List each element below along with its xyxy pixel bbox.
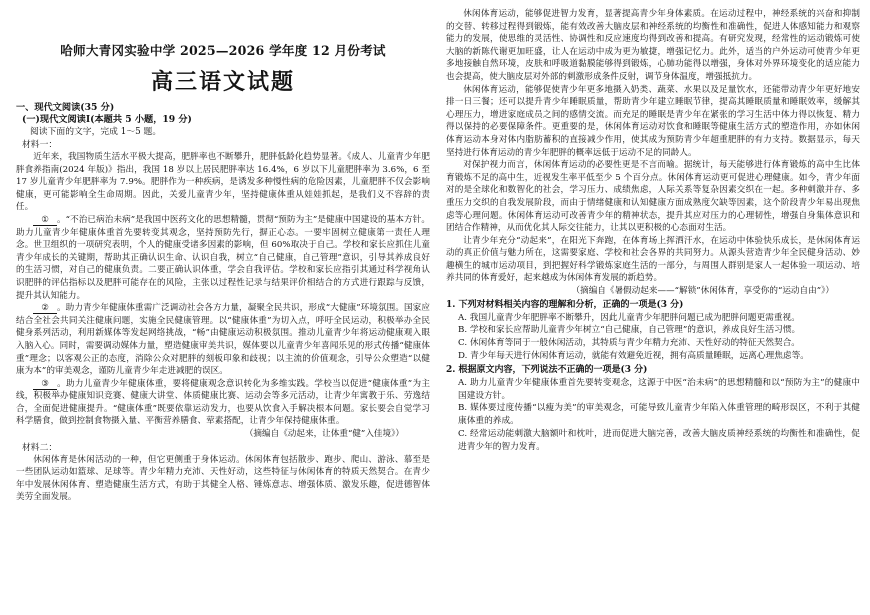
question-1-option-a: A. 我国儿童青少年肥胖率不断攀升，因此儿童青少年肥胖问题已成为肥胖问题更需重视。 — [458, 312, 800, 323]
paper-title: 高三语文试题 — [150, 69, 295, 95]
question-2-option-b: B. 媒体要过度传播“以瘦为美”的审美观念，可能导致儿童青少年陷入体重管理的畸形误区，不利于其健康体重的养成。 — [458, 403, 860, 427]
question-2-option-c: C. 经常运动能刺激大脑额叶和枕叶，进而促进大脑完善，改善大脑皮质神经系统的均衡性和准确性，促进青少年的智力发育。 — [458, 429, 860, 452]
section-heading: 一、现代文阅读(35 分) — [16, 102, 115, 113]
exam-title: 哈师大青冈实验中学 2025—2026 学年度 12 月份考试 — [60, 43, 386, 58]
material-one-paragraph-1: 近年来，我国物质生活水平极大提高，肥胖率也不断攀升，肥胖低龄化趋势显著。《成人、儿童青少年肥胖食养指南(2024 年版)》指出，我国 18 岁以上居民肥胖率达 16.4%，6 岁以下儿童肥胖率为 3.6%，6 至 17 岁儿童青少年肥胖率为 7.9%。肥胖作为一种疾病，是诱发多种慢性病的危险因素，儿童肥胖不仅会影响健康，更可能影响全生命周期。因此，关爱儿童青少年，坚持健康体重从娃娃抓起，是我们义不容辞的责任。 — [16, 152, 430, 213]
material-one-paragraph-3: ② 。助力青少年健康体重需广泛调动社会各方力量，凝聚全民共识，形成“大健康”环境氛围。国家应结合全社会共同关注健康问题，实施全民健康管理。以“健康体重”为切入点，呼吁全民运动，积极举办全民健身系列活动，利用新媒体等发起网络挑战，“畅”由健康运动积极氛围。推动儿童青少年将运动健康观入眼入脑入心。同时，需要调动媒体力量，塑造健康审美共识，媒体要以儿童青少年喜闻乐见的形式传播“健康体重”理念；以客观公正的态度，消除公众对肥胖的刻板印象和歧视；以主流的价值观念，引导公众塑造“以健康为本”的审美观念，谨防儿童青少年走进减肥的误区。 — [16, 303, 430, 377]
left-column — [16, 0, 430, 615]
material-two-paragraph-5: 让青少年充分“动起来”，在阳光下奔跑，在体育场上挥洒汗水，在运动中体验快乐成长，是休闲体育运动的真正价值与魅力所在，这需要家庭、学校和社会各界的共同努力。从源头营造青少年全民健身活动、妙趣横生的城市运动项目，到把握好科学锻炼家庭生活的一部分，与周围人群别是家人一起体验一项运动、培养共同的体育爱好，起来越成为休闲体育发展的新趋势。 — [446, 235, 860, 284]
material-one-label: 材料一： — [22, 140, 58, 150]
material-one-paragraph-2: ① 。“不治已病治未病”是我国中医药文化的思想精髓，贯彻“预防为主”是健康中国建设的基本方针。助力儿童青少年健康体重首先要转变其观念，坚持预防先行，摒正心态。一要牢固树立健康第一责任人理念。世卫组织的一项研究表明，个人的健康受诸多因素的影响，但 60%取决于自己。学校和家长应抓住儿童青少年成长的关键期，帮助其正确认识生命、认识自我，树立“自己健康，自己管理”意识，引导其养成良好的生活习惯，对自己的健康负责。二要正确认识体重，学会自我评估。学校和家长应指引其通过科学视角认识肥胖的评估指标以及肥胖可能存在的风险，主张以过程性记录与结果评价相结合的方式进行跟踪与反馈，提升其认知能力。 — [16, 214, 430, 301]
question-1: 1. 下列对材料相关内容的理解和分析，正确的一项是(3 分) — [446, 299, 684, 310]
question-2-option-a: A. 助力儿童青少年健康体重首先要转变观念，这源于中医“治未病”的思想精髓和以“预防为主”的健康中国建设方针。 — [458, 377, 860, 401]
material-two-paragraph-3: 休闲体育运动，能够促使青少年更多地摄入奶类、蔬菜、水果以及足量饮水，还能带动青少年更好地安排一日三餐；还可以提升青少年睡眠质量，帮助青少年建立睡眠节律，提高其睡眠质量和睡眠效率，缓解其心理压力，增进家庭成员之间的感情交流。而充足的睡眠是青少年在紧张的学习生活中体力得以恢复、精力得以保持的必要保障条件。更重要的是，休闲体育运动对饮食和睡眠等健康生活方式的塑造作用，亦如休闲体育运动本身对体内脂肪蓄积的直接减少作用，使其成为预防青少年超重肥胖的有力支持。数据显示，每天坚持进行体育运动的青少年肥胖的概率远低于运动不足的同龄人。 — [446, 84, 860, 158]
question-1-option-c: C. 休闲体育等同于一般休闲活动，其特质与青少年精力充沛、天性好动的特征天然契合。 — [458, 338, 800, 349]
question-2: 2. 根据原文内容，下列说法不正确的一项是(3 分) — [446, 364, 648, 375]
reading-instruction: 阅读下面的文字，完成 1～5 题。 — [30, 127, 162, 137]
answer-blank-1: ① — [33, 215, 57, 226]
material-one-source: （摘编自《动起来，让体重“健”入佳境》） — [244, 429, 404, 440]
material-two-source: （摘编自《暑假动起来——“解锁”休闲体育，享受你的“运动自由”》） — [571, 286, 834, 297]
material-one-paragraph-4: ③ 。助力儿童青少年健康体重，要将健康观念意识转化为多维实践。学校当以促进“健康体重”为主线，积极举办健康知识竞赛、健康大讲堂、体质健康比赛、运动会等多元活动，让青少年寓教于乐、劳逸结合，全面促进健康提升。“健康体重”既要依靠运动发力，也要从饮食入手解决根本问题。家长要会自觉学习科学膳食，做到控制食物摄入量、平衡营养膳食、荤素搭配，让青少年保持健康体重。 — [16, 378, 430, 427]
material-two-paragraph-2: 休闲体育运动，能够促进智力发育，显著提高青少年身体素质。在运动过程中，神经系统的兴奋和抑制的交替、转移过程得到锻炼，能有效改善大脑皮层和神经系统的均衡性和准确性，促进人体感知能力和观察能力的发展，使思维的灵活性、协调性和反应速度均得到改善和提高。有研究发现，经常性的运动锻炼可使大脑的新陈代谢更加旺盛，让人在运动中成为更为敏捷，增强记忆力。此外，适当的户外运动可使青少年更多地接触自然环境，皮肤和呼吸道黏膜能够得到锻炼，心肺功能得以增强，身体对外界环境变化的适应能力也会提高，使大脑皮层对外部的刺激形成条件反射，调节身体温度，增强抵抗力。 — [446, 9, 860, 82]
answer-blank-3: ③ — [33, 379, 57, 390]
answer-blank-2: ② — [33, 303, 57, 314]
material-two-paragraph-1: 休闲体育是休闲活动的一种，但它更侧重于身体运动。休闲体育包括散步、跑步、爬山、游泳、慕至是一些团队运动如篮球、足球等。青少年精力充沛、天性好动，这些特征与休闲体育的特质天然契合。在青少年中发展休闲体育、塑造健康生活方式，有助于其健全人格、锤炼意志、增强体质、激发乐趣，促进德智体美劳全面发展。 — [16, 454, 430, 503]
question-1-option-d: D. 青少年每天进行休闲体育运动，就能有效避免近视，拥有高质量睡眠，远离心理焦虑等。 — [458, 351, 809, 362]
material-two-paragraph-4: 对保护视力而言，休闲体育运动的必要性更是不言而喻。据统计，每天能够进行体育锻炼的高中生比体育锻炼不足的高中生，近视发生率平低至少 5 个百分点。休闲体育运动更可促进心理健康。如今，青少年面对的是全球化和数智化的社会，学习压力、成绩焦虑，人际关系等复杂因素交织在一起。多种刺激并存、多重压力交织的自我发展阶段，而由于情绪健康和认知健康方面成熟度欠缺等因素，这个阶段青少年易出现焦虑等心理问题。休闲体育运动可改善青少年的精神状态，提升其应对压力的心理韧性，增强自身集体意识和团结合作精神，从而优化其人际交往能力，让其以更积极的心态面对生活。 — [446, 160, 860, 234]
subsection-heading: (一)现代文阅读Ⅰ(本题共 5 小题，19 分) — [22, 114, 192, 125]
question-1-option-b: B. 学校和家长应帮助儿童青少年树立“自己健康，自己管理”的意识，养成良好生活习惯。 — [458, 325, 801, 336]
right-column — [446, 0, 860, 615]
material-two-label: 材料二： — [22, 442, 58, 453]
